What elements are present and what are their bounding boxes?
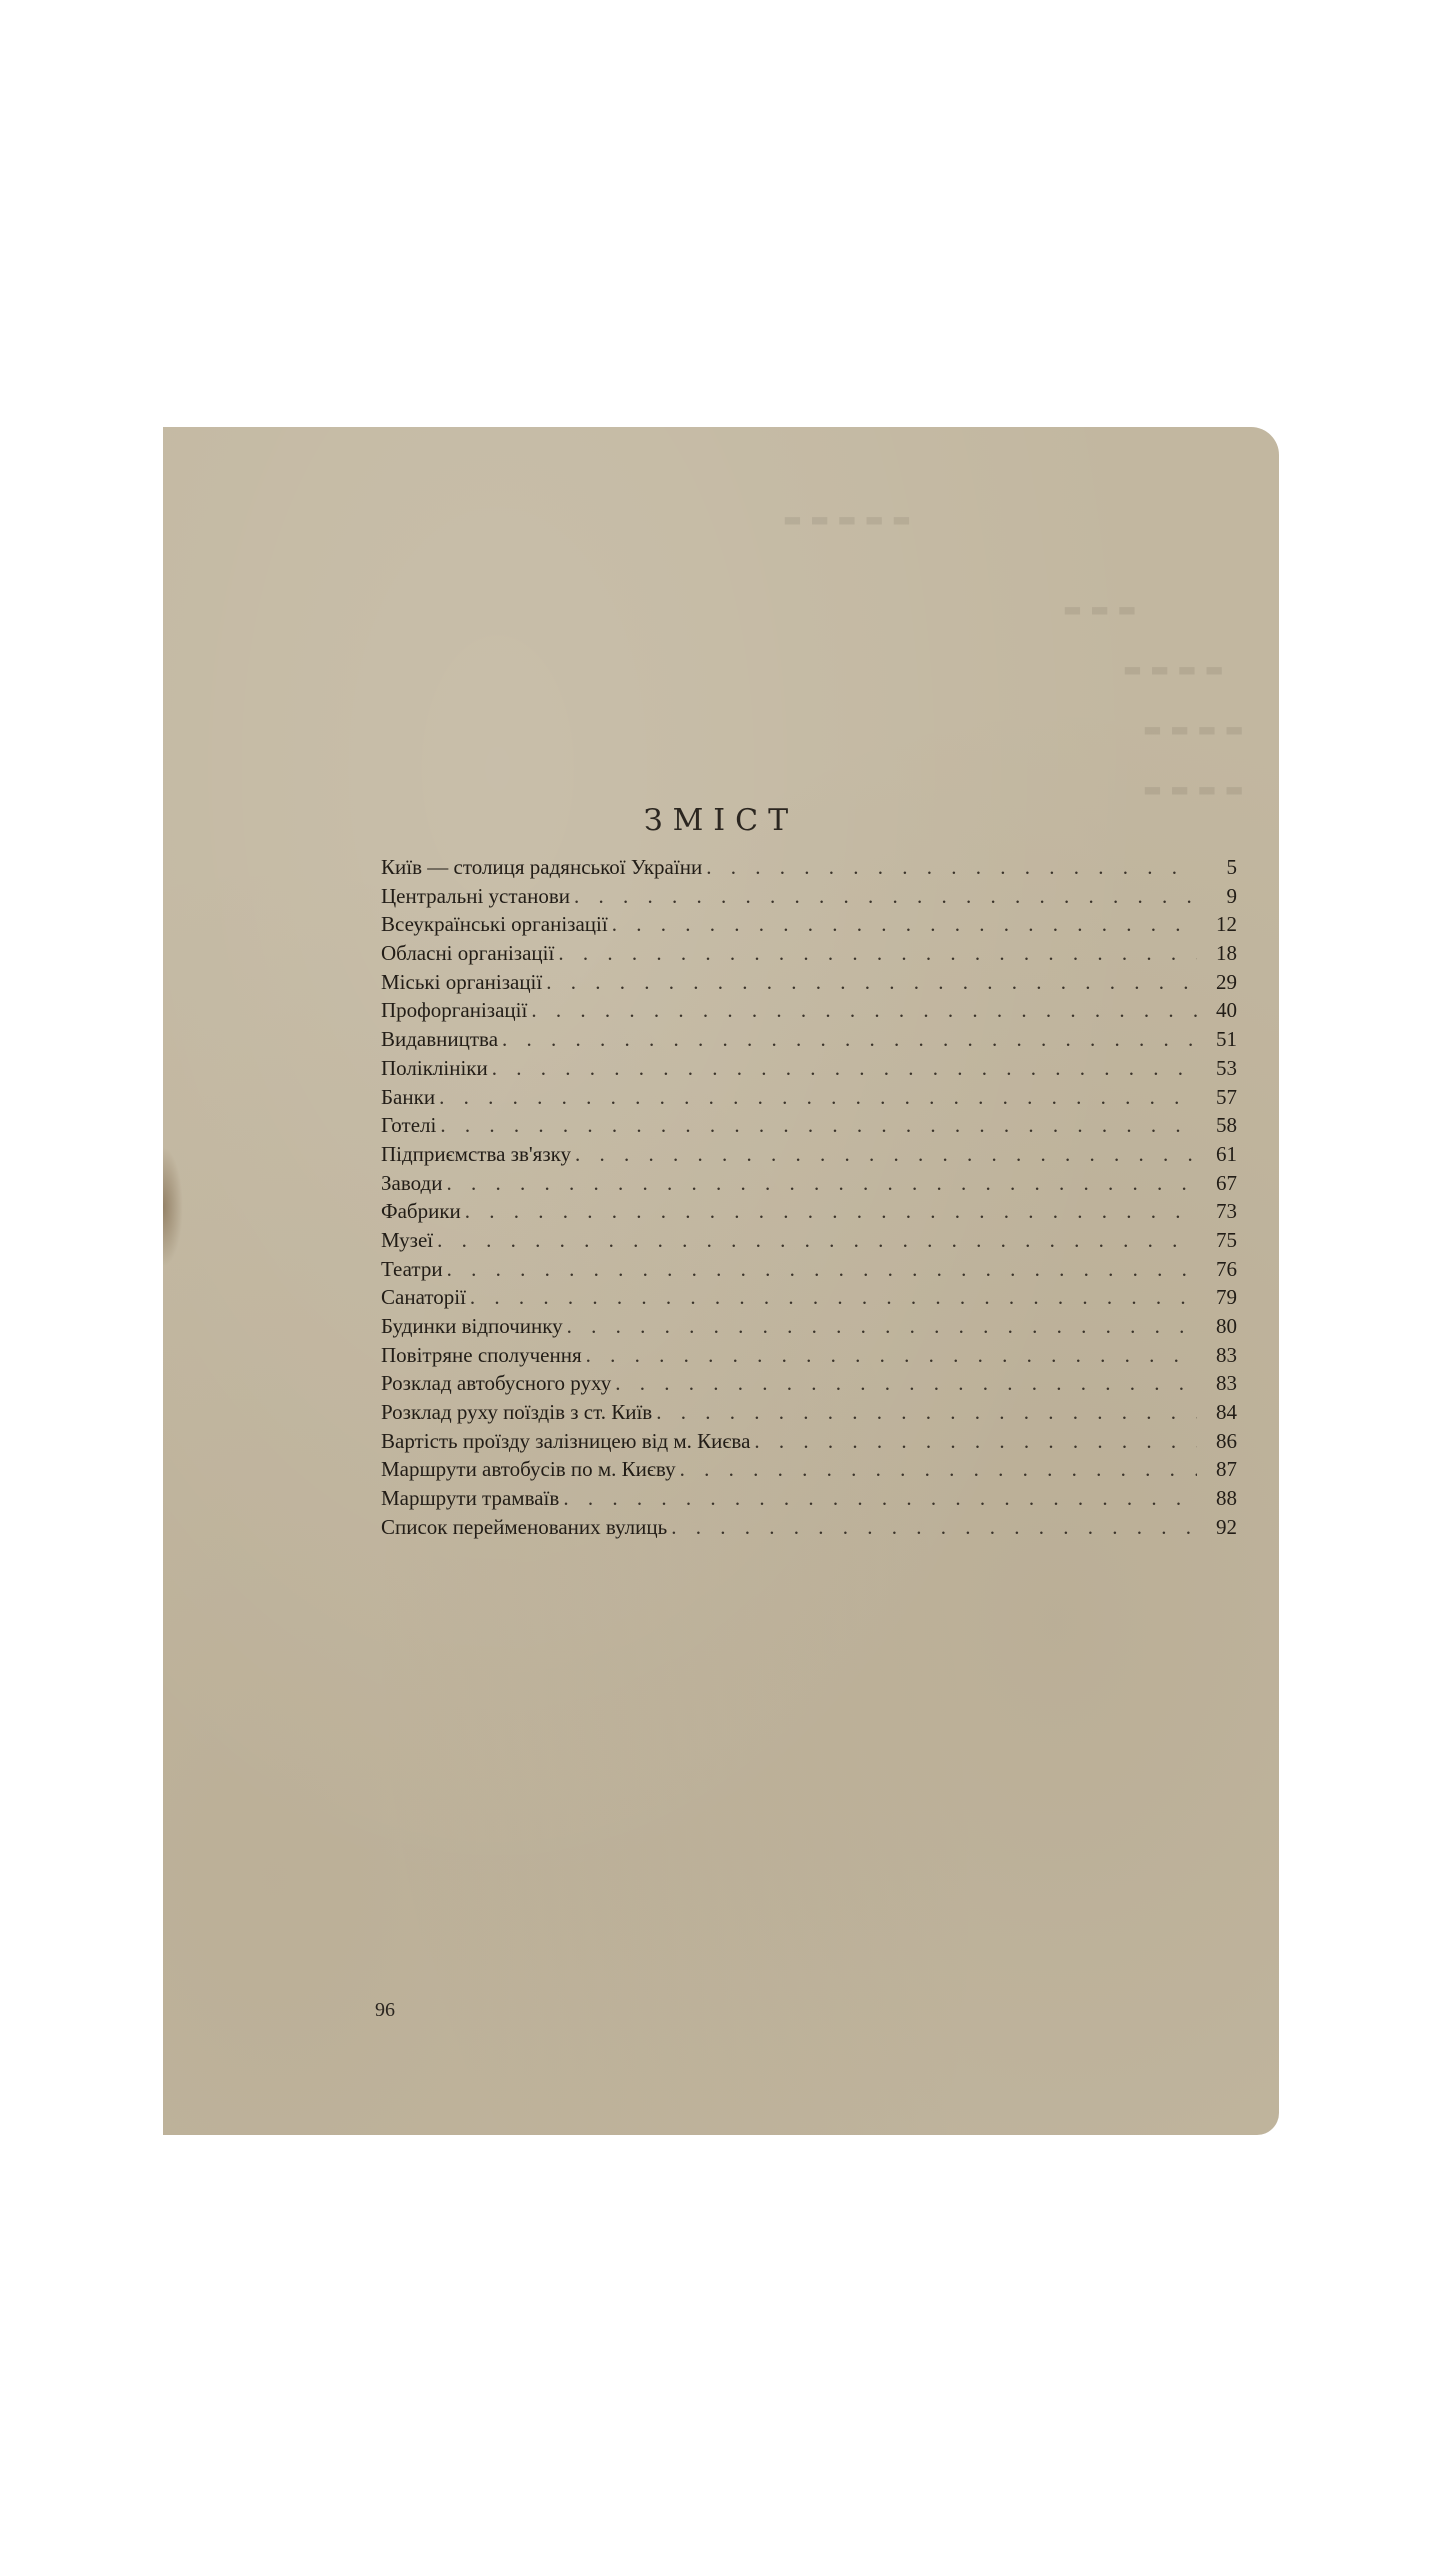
dot-leader xyxy=(470,1285,1197,1310)
toc-entry-label: Центральні установи xyxy=(381,883,571,908)
toc-entry-page: 76 xyxy=(1216,1256,1237,1281)
toc-entry-label: Заводи xyxy=(381,1170,443,1195)
toc-entry-label: Банки xyxy=(381,1084,436,1109)
toc-entry-page: 18 xyxy=(1216,941,1237,966)
dot-leader xyxy=(615,1371,1197,1396)
dot-leader xyxy=(502,1027,1197,1052)
page-stain xyxy=(163,1147,183,1267)
toc-entry xyxy=(381,884,1237,913)
toc-entry xyxy=(381,1199,1237,1228)
dot-leader xyxy=(440,1113,1197,1138)
toc-entry-label: Обласні організації xyxy=(381,941,555,966)
toc-entry xyxy=(381,1314,1237,1343)
toc-entry xyxy=(381,1457,1237,1486)
toc-entry-label: Всеукраїнські організації xyxy=(381,912,608,937)
toc-entry xyxy=(381,998,1237,1027)
toc-entry-page: 58 xyxy=(1216,1113,1237,1138)
show-through-text: ▬ ▬ ▬ ▬ ▬ xyxy=(783,507,912,531)
toc-entry-page: 79 xyxy=(1216,1285,1237,1310)
dot-leader xyxy=(671,1515,1197,1540)
toc-entry-page: 5 xyxy=(1226,855,1237,879)
toc-entry xyxy=(381,941,1237,970)
toc-entry xyxy=(381,1113,1237,1142)
toc-entry xyxy=(381,1285,1237,1314)
toc-entry-label: Музеї xyxy=(381,1227,434,1252)
toc-entry-label: Розклад руху поїздів з ст. Київ xyxy=(381,1400,653,1425)
toc-entry-label: Видавництва xyxy=(381,1027,499,1052)
toc-entry-label: Маршрути автобусів по м. Києву xyxy=(381,1457,676,1482)
dot-leader xyxy=(492,1056,1197,1081)
toc-entry xyxy=(381,855,1237,884)
toc-entry xyxy=(381,970,1237,999)
dot-leader xyxy=(656,1400,1197,1425)
toc-entry xyxy=(381,1343,1237,1372)
page-number: 96 xyxy=(375,1999,395,2021)
dot-leader xyxy=(437,1228,1197,1253)
toc-entry-page: 75 xyxy=(1216,1227,1237,1252)
toc-entry-page: 73 xyxy=(1216,1199,1237,1224)
toc-entry xyxy=(381,1228,1237,1257)
dot-leader xyxy=(563,1486,1197,1511)
toc-entry xyxy=(381,1056,1237,1085)
dot-leader xyxy=(575,1142,1197,1167)
toc-entry xyxy=(381,1027,1237,1056)
toc-entry-page: 67 xyxy=(1216,1170,1237,1195)
show-through-text: ▬ ▬ ▬ ▬ xyxy=(1123,657,1225,681)
toc-entry-page: 87 xyxy=(1216,1457,1237,1482)
dot-leader xyxy=(465,1199,1197,1224)
toc-entry-label: Київ — столиця радянської України xyxy=(381,855,703,879)
dot-leader xyxy=(531,998,1197,1023)
toc-entry-page: 12 xyxy=(1216,912,1237,937)
toc-entry-label: Профорганізації xyxy=(381,998,528,1023)
toc-entry-page: 88 xyxy=(1216,1486,1237,1511)
toc-entry-page: 84 xyxy=(1216,1400,1237,1425)
toc-entry-label: Розклад автобусного руху xyxy=(381,1371,612,1396)
toc-entry-label: Фабрики xyxy=(381,1199,461,1224)
dot-leader xyxy=(546,970,1197,995)
page-title: ЗМІСТ xyxy=(643,803,799,838)
dot-leader xyxy=(612,912,1197,937)
dot-leader xyxy=(706,855,1197,880)
dot-leader xyxy=(680,1457,1197,1482)
toc-entry-label: Будинки відпочинку xyxy=(381,1314,563,1338)
toc-entry-label: Список перейменованих вулиць xyxy=(381,1514,668,1539)
toc-entry-label: Підприємства зв'язку xyxy=(381,1141,572,1166)
toc-entry-label: Вартість проїзду залізницею від м. Києва xyxy=(381,1428,751,1453)
toc-entry-page: 86 xyxy=(1216,1428,1237,1453)
dot-leader xyxy=(567,1314,1197,1339)
toc-entry xyxy=(381,1171,1237,1200)
dot-leader xyxy=(439,1085,1197,1110)
toc-entry-label: Поліклініки xyxy=(381,1055,488,1080)
dot-leader xyxy=(447,1257,1197,1282)
toc-entry-page: 80 xyxy=(1216,1314,1237,1338)
toc-entry-page: 92 xyxy=(1216,1514,1237,1539)
toc-entry-label: Маршрути трамваїв xyxy=(381,1486,560,1511)
toc-entry-page: 9 xyxy=(1226,883,1237,908)
dot-leader xyxy=(558,941,1197,966)
toc-entry-page: 40 xyxy=(1216,998,1237,1023)
dot-leader xyxy=(446,1171,1197,1196)
dot-leader xyxy=(586,1343,1197,1368)
toc-entry xyxy=(381,1486,1237,1515)
toc-entry xyxy=(381,912,1237,941)
toc-entry-page: 53 xyxy=(1216,1055,1237,1080)
toc-entry-page: 29 xyxy=(1216,969,1237,994)
toc-entry xyxy=(381,1142,1237,1171)
toc-entry xyxy=(381,1371,1237,1400)
toc-entry-page: 51 xyxy=(1216,1027,1237,1052)
toc-entry xyxy=(381,1257,1237,1286)
dot-leader xyxy=(754,1429,1197,1454)
show-through-text: ▬ ▬ ▬ ▬ xyxy=(1143,717,1245,741)
toc-entry-page: 57 xyxy=(1216,1084,1237,1109)
toc-entry-page: 61 xyxy=(1216,1141,1237,1166)
toc-entry-page: 83 xyxy=(1216,1342,1237,1367)
toc-entry-label: Повітряне сполучення xyxy=(381,1342,582,1367)
toc-entry-label: Санаторії xyxy=(381,1285,466,1310)
toc-entry-label: Театри xyxy=(381,1256,443,1281)
toc-entry-page: 83 xyxy=(1216,1371,1237,1396)
toc-entry xyxy=(381,1400,1237,1429)
toc-entry-label: Готелі xyxy=(381,1113,437,1138)
show-through-text: ▬ ▬ ▬ ▬ xyxy=(1143,777,1245,801)
toc-entry-label: Міські організації xyxy=(381,969,543,994)
toc-entry xyxy=(381,1429,1237,1458)
show-through-text: ▬ ▬ ▬ xyxy=(1063,597,1138,621)
document-page xyxy=(163,427,1279,2135)
toc-entry xyxy=(381,1515,1237,1544)
table-of-contents xyxy=(381,855,1237,1544)
toc-entry xyxy=(381,1085,1237,1114)
dot-leader xyxy=(574,884,1197,909)
